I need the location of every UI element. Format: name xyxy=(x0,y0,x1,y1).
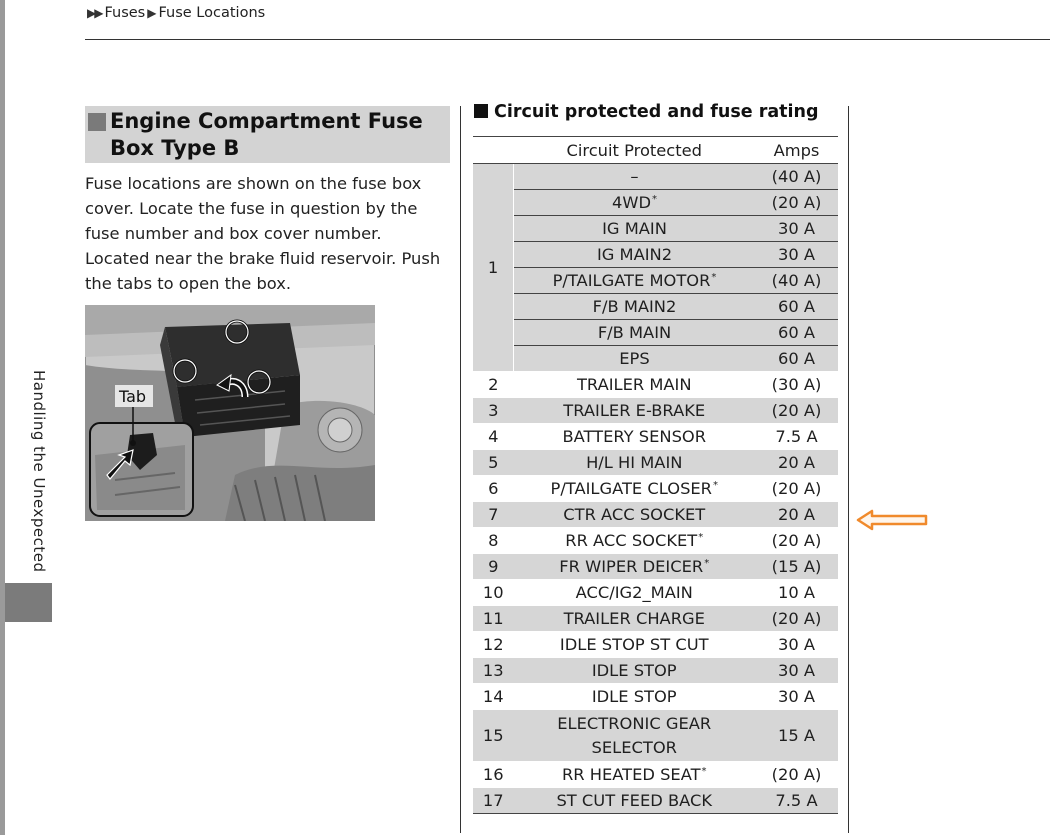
table-row xyxy=(473,476,838,502)
heading-square-icon xyxy=(88,113,106,131)
column-divider xyxy=(460,106,461,833)
amps-cell: 10 A xyxy=(755,580,838,606)
fuse-number: 9 xyxy=(473,554,514,580)
amps-cell: 60 A xyxy=(755,294,838,320)
circuit-name: – xyxy=(630,167,639,186)
fuse-number: 10 xyxy=(473,580,514,606)
circuit-cell xyxy=(514,398,756,424)
table-row xyxy=(473,372,838,398)
circuit-name: TRAILER CHARGE xyxy=(563,609,705,628)
circuit-name: TRAILER MAIN xyxy=(576,375,692,394)
circuit-name: IDLE STOP xyxy=(591,687,677,706)
page-edge xyxy=(0,0,5,835)
body-line: the tabs to open the box. xyxy=(85,274,292,293)
circuit-cell xyxy=(514,502,756,528)
table-row xyxy=(473,632,838,658)
circuit-name: ST CUT FEED BACK xyxy=(556,791,713,810)
header-amps: Amps xyxy=(755,137,838,164)
table-header-row xyxy=(473,137,838,164)
circuit-cell xyxy=(514,684,756,710)
table-row xyxy=(473,762,838,788)
circuit-name: P/TAILGATE CLOSER xyxy=(550,479,712,498)
circuit-cell xyxy=(514,762,756,788)
fuse-number: 5 xyxy=(473,450,514,476)
fuse-number: 6 xyxy=(473,476,514,502)
fuse-number: 15 xyxy=(473,710,514,762)
circuit-name: P/TAILGATE MOTOR xyxy=(552,271,711,290)
table-row xyxy=(473,424,838,450)
table-row xyxy=(473,242,838,268)
circuit-cell xyxy=(514,710,756,762)
fuse-number: 8 xyxy=(473,528,514,554)
body-line: Fuse locations are shown on the fuse box xyxy=(85,174,422,193)
fuse-number: 16 xyxy=(473,762,514,788)
table-row xyxy=(473,450,838,476)
circuit-name: RR ACC SOCKET xyxy=(565,531,698,550)
table-row xyxy=(473,580,838,606)
title-square-icon xyxy=(474,104,488,118)
fuse-number: 1 xyxy=(473,164,514,372)
footnote-star: * xyxy=(652,194,657,205)
fuse-number: 2 xyxy=(473,372,514,398)
table-row xyxy=(473,658,838,684)
fuse-number: 4 xyxy=(473,424,514,450)
table-row xyxy=(473,346,838,372)
footnote-star: * xyxy=(698,532,704,543)
header-rule xyxy=(85,39,1050,40)
circuit-cell xyxy=(514,164,756,190)
circuit-name: ACC/IG2_MAIN xyxy=(575,583,693,602)
table-row xyxy=(473,164,838,190)
table-row xyxy=(473,788,838,814)
circuit-cell xyxy=(514,528,756,554)
circuit-name: IG MAIN xyxy=(602,219,667,238)
circuit-name: F/B MAIN2 xyxy=(592,297,677,316)
amps-cell: 30 A xyxy=(755,216,838,242)
amps-cell: (20 A) xyxy=(755,528,838,554)
side-tab-label: Handling the Unexpected xyxy=(30,370,48,573)
fuse-number: 17 xyxy=(473,788,514,814)
fuse-table-body xyxy=(473,164,838,814)
table-title-text: Circuit protected and fuse rating xyxy=(494,102,819,122)
circuit-name: RR HEATED SEAT xyxy=(561,765,701,784)
amps-cell: (15 A) xyxy=(755,554,838,580)
fuse-number: 12 xyxy=(473,632,514,658)
fuse-table xyxy=(473,136,838,814)
section-title-line2: Box Type B xyxy=(110,136,240,160)
amps-cell: 7.5 A xyxy=(755,424,838,450)
circuit-name: BATTERY SENSOR xyxy=(562,427,707,446)
amps-cell: 60 A xyxy=(755,320,838,346)
breadcrumb xyxy=(87,5,265,21)
fuse-number: 11 xyxy=(473,606,514,632)
amps-cell: 15 A xyxy=(755,710,838,762)
footnote-star: * xyxy=(701,766,707,777)
circuit-cell xyxy=(514,658,756,684)
circuit-name: H/L HI MAIN xyxy=(586,453,683,472)
header-circuit: Circuit Protected xyxy=(514,137,756,164)
circuit-name: IDLE STOP ST CUT xyxy=(559,635,709,654)
amps-cell: 30 A xyxy=(755,684,838,710)
amps-cell: (40 A) xyxy=(755,268,838,294)
table-row xyxy=(473,502,838,528)
fuse-number: 14 xyxy=(473,684,514,710)
table-row xyxy=(473,398,838,424)
amps-cell: (20 A) xyxy=(755,398,838,424)
amps-cell: 30 A xyxy=(755,658,838,684)
circuit-name: ELECTRONIC GEAR xyxy=(557,713,712,733)
section-title-line1: Engine Compartment Fuse xyxy=(110,109,423,133)
amps-cell: (20 A) xyxy=(755,762,838,788)
table-row xyxy=(473,216,838,242)
fuse-number: 7 xyxy=(473,502,514,528)
section-heading xyxy=(85,106,450,163)
tab-label: Tab xyxy=(119,387,147,406)
circuit-name: IG MAIN2 xyxy=(596,245,673,264)
triangle-icon: ▶ xyxy=(147,6,157,20)
amps-cell: (20 A) xyxy=(755,190,838,216)
circuit-cell xyxy=(514,476,756,502)
footnote-star: * xyxy=(704,558,710,569)
header-number xyxy=(473,137,514,164)
amps-cell: 30 A xyxy=(755,242,838,268)
amps-cell: 30 A xyxy=(755,632,838,658)
section-body xyxy=(85,171,457,296)
double-triangle-icon: ▶▶ xyxy=(87,6,102,20)
circuit-cell xyxy=(514,424,756,450)
body-line: Located near the brake fluid reservoir. Push xyxy=(85,249,441,268)
circuit-cell xyxy=(514,788,756,814)
amps-cell: (40 A) xyxy=(755,164,838,190)
circuit-cell xyxy=(514,580,756,606)
circuit-name: CTR ACC SOCKET xyxy=(563,505,706,524)
column-divider-right xyxy=(848,106,849,833)
circuit-cell xyxy=(514,346,756,372)
table-row xyxy=(473,294,838,320)
fuse-box-photo xyxy=(85,305,375,521)
circuit-name: F/B MAIN xyxy=(597,323,672,342)
body-line: cover. Locate the fuse in question by the xyxy=(85,199,418,218)
circuit-cell xyxy=(514,242,756,268)
table-row xyxy=(473,268,838,294)
table-row xyxy=(473,528,838,554)
circuit-name-line2: SELECTOR xyxy=(591,737,677,757)
amps-cell: (20 A) xyxy=(755,606,838,632)
breadcrumb-item-fuses[interactable]: Fuses xyxy=(104,5,146,21)
circuit-name: 4WD xyxy=(612,193,651,212)
circuit-cell xyxy=(514,606,756,632)
circuit-cell xyxy=(514,372,756,398)
circuit-name: EPS xyxy=(619,349,650,368)
circuit-cell xyxy=(514,216,756,242)
circuit-cell xyxy=(514,450,756,476)
amps-cell: 20 A xyxy=(755,450,838,476)
table-row xyxy=(473,320,838,346)
table-row xyxy=(473,606,838,632)
amps-cell: 7.5 A xyxy=(755,788,838,814)
footnote-star: * xyxy=(713,480,718,491)
amps-cell: (20 A) xyxy=(755,476,838,502)
circuit-cell xyxy=(514,632,756,658)
fuse-number: 13 xyxy=(473,658,514,684)
circuit-name: IDLE STOP xyxy=(591,661,677,680)
side-tab-marker xyxy=(5,583,52,622)
amps-cell: 60 A xyxy=(755,346,838,372)
circuit-name: TRAILER E-BRAKE xyxy=(563,401,706,420)
circuit-cell xyxy=(514,320,756,346)
table-title xyxy=(474,102,819,122)
hollow-left-arrow-icon xyxy=(856,509,930,531)
table-row xyxy=(473,710,838,762)
footnote-star: * xyxy=(711,272,717,283)
circuit-cell xyxy=(514,190,756,216)
body-line: fuse number and box cover number. xyxy=(85,224,382,243)
table-row xyxy=(473,554,838,580)
breadcrumb-item-fuse-locations[interactable]: Fuse Locations xyxy=(158,5,266,21)
amps-cell: 20 A xyxy=(755,502,838,528)
circuit-cell xyxy=(514,294,756,320)
circuit-cell xyxy=(514,554,756,580)
circuit-name: FR WIPER DEICER xyxy=(559,557,704,576)
amps-cell: (30 A) xyxy=(755,372,838,398)
fuse-number: 3 xyxy=(473,398,514,424)
circuit-cell xyxy=(514,268,756,294)
table-row xyxy=(473,684,838,710)
table-row xyxy=(473,190,838,216)
